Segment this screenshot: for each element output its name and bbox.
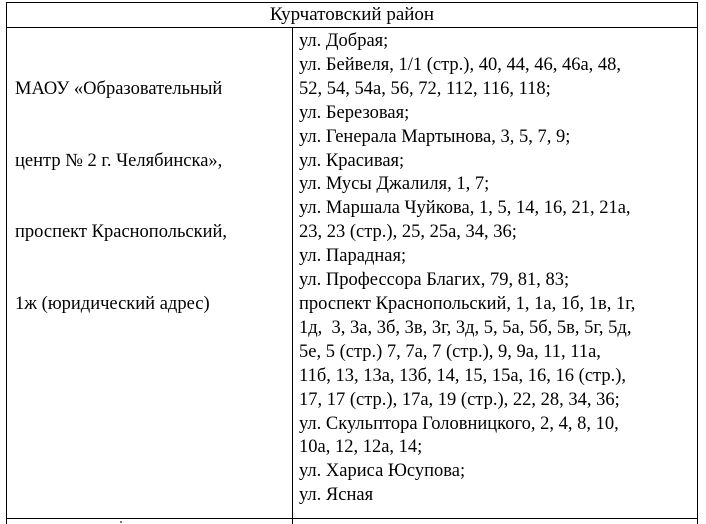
street-line: 52, 54, 54а, 56, 72, 112, 116, 118; <box>299 78 551 99</box>
street-line: ул. Красивая; <box>299 150 405 171</box>
street-line: ул. Мусы Джалиля, 1, 7; <box>299 174 490 195</box>
street-line: 11б, 13, 13а, 13б, 14, 15, 15а, 16, 16 (стр.), <box>299 365 627 386</box>
table-bottom-border <box>6 518 698 519</box>
street-line: 10а, 12, 12а, 14; <box>299 437 423 458</box>
school-line: 1ж (юридический адрес) <box>15 293 210 314</box>
school-cell <box>6 27 293 524</box>
street-line: 23, 23 (стр.), 25, 25а, 34, 36; <box>299 222 517 243</box>
street-line: ул. Ясная <box>299 485 374 506</box>
street-line: ул. Хариса Юсупова; <box>299 461 466 482</box>
street-line: ул. Березовая; <box>299 102 410 123</box>
street-line: 1д, 3, 3а, 3б, 3в, 3г, 3д, 5, 5а, 5б, 5в, 5г, 5д, <box>299 317 632 338</box>
street-line: ул. Профессора Благих, 79, 81, 83; <box>299 270 570 291</box>
street-line: ул. Генерала Мартынова, 3, 5, 7, 9; <box>299 126 571 147</box>
street-line: 17, 17 (стр.), 17а, 19 (стр.), 22, 28, 34, 36; <box>299 389 620 410</box>
street-line: ул. Маршала Чуйкова, 1, 5, 14, 16, 21, 21а, <box>299 198 631 219</box>
street-line: ул. Бейвеля, 1/1 (стр.), 40, 44, 46, 46а, 48, <box>299 54 622 75</box>
street-line: ул. Добрая; <box>299 31 389 51</box>
school-line: центр № 2 г. Челябинска», <box>15 150 223 171</box>
street-line: проспект Краснопольский, 1, 1а, 1б, 1в, 1г, <box>299 293 636 314</box>
district-title: Курчатовский район <box>269 4 435 25</box>
school-name-address <box>15 30 285 365</box>
scan-artifact-dot <box>120 521 122 523</box>
school-line: МАОУ «Образовательный <box>15 78 223 99</box>
street-line: 5е, 5 (стр.) 7, 7а, 7 (стр.), 9, 9а, 11, 11а, <box>299 341 601 362</box>
district-header-row <box>6 2 698 28</box>
streets-cell <box>292 27 698 524</box>
street-line: ул. Парадная; <box>299 246 407 267</box>
street-list <box>299 30 694 508</box>
school-line: проспект Краснопольский, <box>15 222 228 243</box>
street-line: ул. Скульптора Головницкого, 2, 4, 8, 10, <box>299 413 619 434</box>
